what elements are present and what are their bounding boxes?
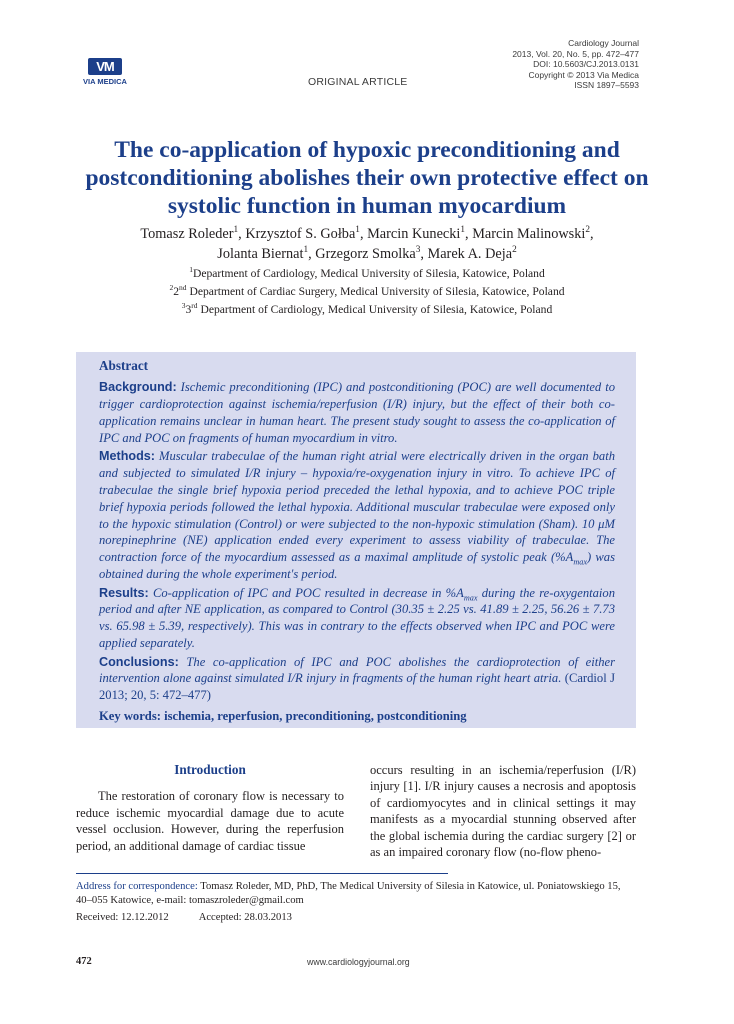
correspondence-label: Address for correspondence: <box>76 881 198 892</box>
abstract-box <box>76 352 636 728</box>
intro-paragraph-continued: occurs resulting in an ischemia/reperfusion (I/R) injury [1]. I/R injury causes a necrosis and apoptosis of cardiomyocytes and in clinical settings it may manifests as a myocardial stunning observed after the global ischemia during the cardiac surgery [2] or as an impaired coronary flow (no-flow pheno- <box>370 763 636 860</box>
journal-volume: 2013, Vol. 20, No. 5, pp. 472–477 <box>512 48 639 59</box>
correspondence-footnote <box>76 880 636 908</box>
correspondence-text: Tomasz Roleder, MD, PhD, The Medical University of Silesia in Katowice, ul. Poniatowskiego 15, 40–055 Katowice, e-mail: tomaszroleder@gmail.com <box>76 881 621 906</box>
journal-website: www.cardiologyjournal.org <box>307 957 410 967</box>
affiliation: $^1$Department of Cardiology, Medical University of Silesia, Katowice, Poland <box>189 265 545 280</box>
logo-text: VIA MEDICA <box>83 77 127 86</box>
journal-issn: ISSN 1897–5593 <box>574 80 639 90</box>
journal-info <box>512 38 639 91</box>
footnote-divider <box>76 873 448 874</box>
author: Marcin Kunecki$^1$ <box>367 225 466 242</box>
author: Jolanta Biernat$^1$ <box>217 245 309 262</box>
journal-doi: DOI: 10.5603/CJ.2013.0131 <box>533 59 639 69</box>
intro-paragraph: The restoration of coronary flow is necessary to reduce ischemic myocardial damage due to acute vessel occlusion. However, during the reperfusion period, an additional damage of cardiac tissue <box>76 789 344 853</box>
abstract-background: Background: Ischemic preconditioning (IPC) and postconditioning (POC) are well documented to trigger cardioprotection against ischemia/reperfusion (I/R) injury, but the effect of their both co-application remains unclear in human heart. The present study sought to assess the co-application of IPC and POC on fragments of human myocardium in vitro. <box>99 379 615 445</box>
journal-copyright: Copyright © 2013 Via Medica <box>528 69 639 80</box>
abstract-results: Results: Co-application of IPC and POC resulted in decrease in $\%A_{max}$ during the re-oxygentaion period and after NE application, as compared to Control (30.35 ± 2.25 vs. 41.89 ± 2.25, 56.26 ± 7.73 vs. 65.98 ± 5.39, respectively). This was in contrary to the effects observed when IPC and POC were applied separately. <box>99 585 616 651</box>
page-number: 472 <box>76 956 92 967</box>
accepted-date: Accepted: 28.03.2013 <box>198 912 292 923</box>
journal-name: Cardiology Journal <box>568 38 639 48</box>
article-dates <box>76 911 292 925</box>
publisher-logo <box>76 58 134 88</box>
affiliation: $^3$3rd Department of Cardiology, Medical University of Silesia, Katowice, Poland <box>181 301 553 316</box>
intro-right-column <box>370 762 636 860</box>
intro-left-column <box>76 762 344 854</box>
received-date: Received: 12.12.2012 <box>76 912 169 923</box>
abstract-citation: (Cardiol J 2013; 20, 5: 472–477) <box>99 671 615 703</box>
author: Marek A. Deja$^2$ <box>427 245 517 262</box>
author: Tomasz Roleder$^1$ <box>140 225 239 242</box>
logo-mark: VM <box>88 58 122 75</box>
author: Marcin Malinowski$^2$ <box>472 225 590 242</box>
article-section-label: ORIGINAL ARTICLE <box>308 76 408 88</box>
abstract-heading: Abstract <box>99 358 149 373</box>
affiliation: $^2$2nd Department of Cardiac Surgery, Medical University of Silesia, Katowice, Poland <box>169 283 565 298</box>
author-list: Tomasz Roleder$^1$, Krzysztof S. Gołba$^1$, Marcin Kunecki$^1$, Marcin Malinowski$^2$, Jolanta Biernat$^1$, Grzegorz Smolka$^3$, Marek A. Deja$^2$ <box>140 225 594 262</box>
intro-heading: Introduction <box>174 762 246 777</box>
abstract-methods: Methods: Muscular trabeculae of the human right atrial were electrically driven in the organ bath and subjected to simulated I/R injury – hypoxia/re-oxygenation injury in vitro. To achieve IPC of trabeculae the single brief hypoxia period preceded the lethal hypoxia, and to achieve POC triple brief hypoxia periods followed the lethal hypoxia. Additional muscular trabeculae were exposed only to the hypoxic stimulation (Control) or were subjected to the non-hypoxic stimulation (Sham). 10 μM norepinephrine (NE) application ended every experiment to assess viability of trabeculae. The contraction force of the myocardium assessed as a maximal amplitude of systolic peak $(\%A_{max})$ was obtained during the whole experiment's period. <box>99 448 615 582</box>
author: Grzegorz Smolka$^3$ <box>315 245 421 262</box>
keywords: Key words: ischemia, reperfusion, preconditioning, postconditioning <box>99 709 467 724</box>
article-title: The co-application of hypoxic preconditioning and postconditioning abolishes their own protective effect on systolic function in human myocardium <box>85 137 649 219</box>
author: Krzysztof S. Gołba$^1$ <box>245 225 360 242</box>
abstract-conclusions: Conclusions: The co-application of IPC and POC abolishes the cardioprotection of either intervention alone against simulated I/R injury in fragments of the human right heart atria. (Cardiol J 2013; 20, 5: 472–477) <box>99 654 616 703</box>
